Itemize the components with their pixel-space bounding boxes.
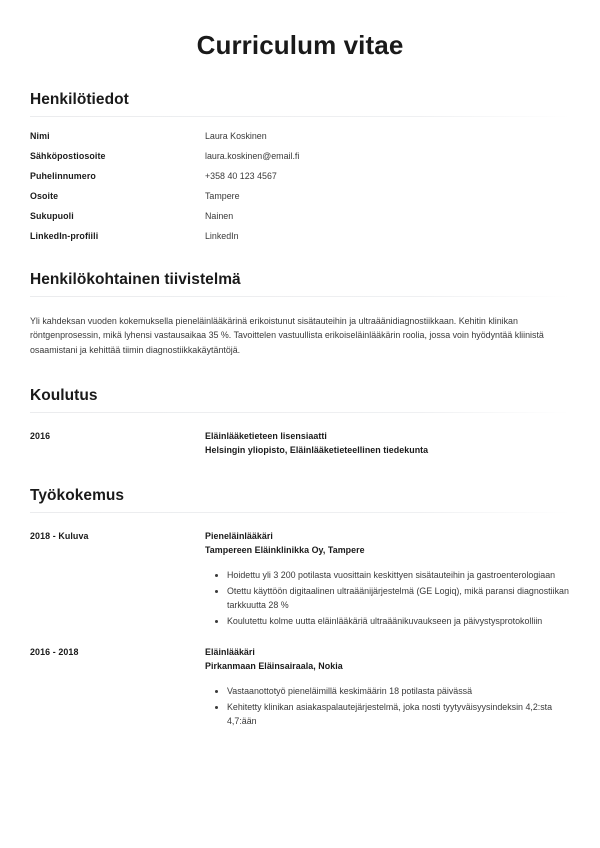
list-item: • Vastaanottotyö pieneläimillä keskimäärin 18 potilasta päivässä bbox=[227, 684, 570, 698]
entry-period: 2016 - 2018 bbox=[30, 646, 79, 657]
personal-details-list bbox=[30, 131, 570, 241]
entry-bullet-list bbox=[205, 684, 570, 728]
entry-period: 2016 bbox=[30, 430, 51, 441]
section-divider bbox=[30, 116, 570, 117]
detail-label: LinkedIn-profiili bbox=[30, 231, 99, 241]
list-item: • Hoidettu yli 3 200 potilasta vuosittain keskittyen sisätauteihin ja gastroenterologiaan bbox=[227, 568, 570, 582]
detail-value: Laura Koskinen bbox=[205, 131, 267, 141]
entry-degree: Eläinlääketieteen lisensiaatti bbox=[205, 431, 327, 442]
detail-row bbox=[30, 231, 570, 241]
list-item: • Koulutettu kolme uutta eläinlääkäriä ultraäänikuvaukseen ja päivystysprotokolliin bbox=[227, 614, 570, 628]
detail-row bbox=[30, 211, 570, 221]
page-title: Curriculum vitae bbox=[196, 30, 404, 60]
entry-job-title: Pieneläinlääkäri bbox=[205, 531, 273, 542]
section-heading-education: Koulutus bbox=[30, 387, 98, 405]
detail-label: Puhelinnumero bbox=[30, 171, 96, 181]
section-heading-personal: Henkilötiedot bbox=[30, 91, 129, 108]
detail-value: +358 40 123 4567 bbox=[205, 171, 277, 181]
section-divider bbox=[30, 412, 570, 413]
section-experience bbox=[30, 487, 570, 729]
entry-employer: Tampereen Eläinklinikka Oy, Tampere bbox=[205, 544, 365, 555]
section-divider bbox=[30, 512, 570, 513]
section-education bbox=[30, 387, 570, 457]
entry-body bbox=[205, 646, 570, 729]
detail-label: Sukupuoli bbox=[30, 211, 74, 221]
entry-body bbox=[205, 530, 570, 629]
entry-institution: Helsingin yliopisto, Eläinlääketieteellinen tiedekunta bbox=[205, 444, 429, 455]
entry-employer: Pirkanmaan Eläinsairaala, Nokia bbox=[205, 660, 343, 671]
detail-row bbox=[30, 151, 570, 161]
detail-value-linkedin[interactable]: LinkedIn bbox=[205, 231, 239, 241]
entry-bullet-list bbox=[205, 568, 570, 627]
entry-body bbox=[205, 430, 570, 457]
education-entry bbox=[30, 430, 570, 457]
list-item: • Kehitetty klinikan asiakaspalautejärjestelmä, joka nosti tyytyväisyysindeksin 4,2:sta 4,7:ään bbox=[227, 700, 570, 728]
detail-value: Nainen bbox=[205, 211, 234, 221]
experience-entry bbox=[30, 530, 570, 629]
detail-label: Sähköpostiosoite bbox=[30, 151, 106, 161]
detail-row bbox=[30, 171, 570, 181]
entry-period: 2018 - Kuluva bbox=[30, 530, 89, 541]
section-summary bbox=[30, 271, 570, 357]
section-divider bbox=[30, 296, 570, 297]
detail-label: Osoite bbox=[30, 191, 59, 201]
entry-job-title: Eläinlääkäri bbox=[205, 647, 255, 658]
section-heading-experience: Työkokemus bbox=[30, 487, 125, 505]
section-heading-summary: Henkilökohtainen tiivistelmä bbox=[30, 271, 241, 288]
detail-value: laura.koskinen@email.fi bbox=[205, 151, 300, 161]
experience-entry bbox=[30, 646, 570, 729]
section-personal-details bbox=[30, 91, 570, 241]
detail-value: Tampere bbox=[205, 191, 240, 201]
summary-text: Yli kahdeksan vuoden kokemuksella pieneläinlääkärinä erikoistunut sisätauteihin ja ultraäänidiagnostiikkaan. Kehitin klinikan röntgenprosessin, mikä lyhensi vastausaikaa 35 %. Tavoittelen vastuullista erikoiseläinlääkärin roolia, jossa voin hyödyntää kliinistä osaamistani ja kehittää tiimin diagnostiikkakäytäntöjä. bbox=[30, 316, 544, 355]
detail-row bbox=[30, 131, 570, 141]
detail-row bbox=[30, 191, 570, 201]
detail-label: Nimi bbox=[30, 131, 50, 141]
list-item: • Otettu käyttöön digitaalinen ultraäänijärjestelmä (GE Logiq), mikä paransi diagnostiikan tarkkuutta 28 % bbox=[227, 584, 570, 612]
